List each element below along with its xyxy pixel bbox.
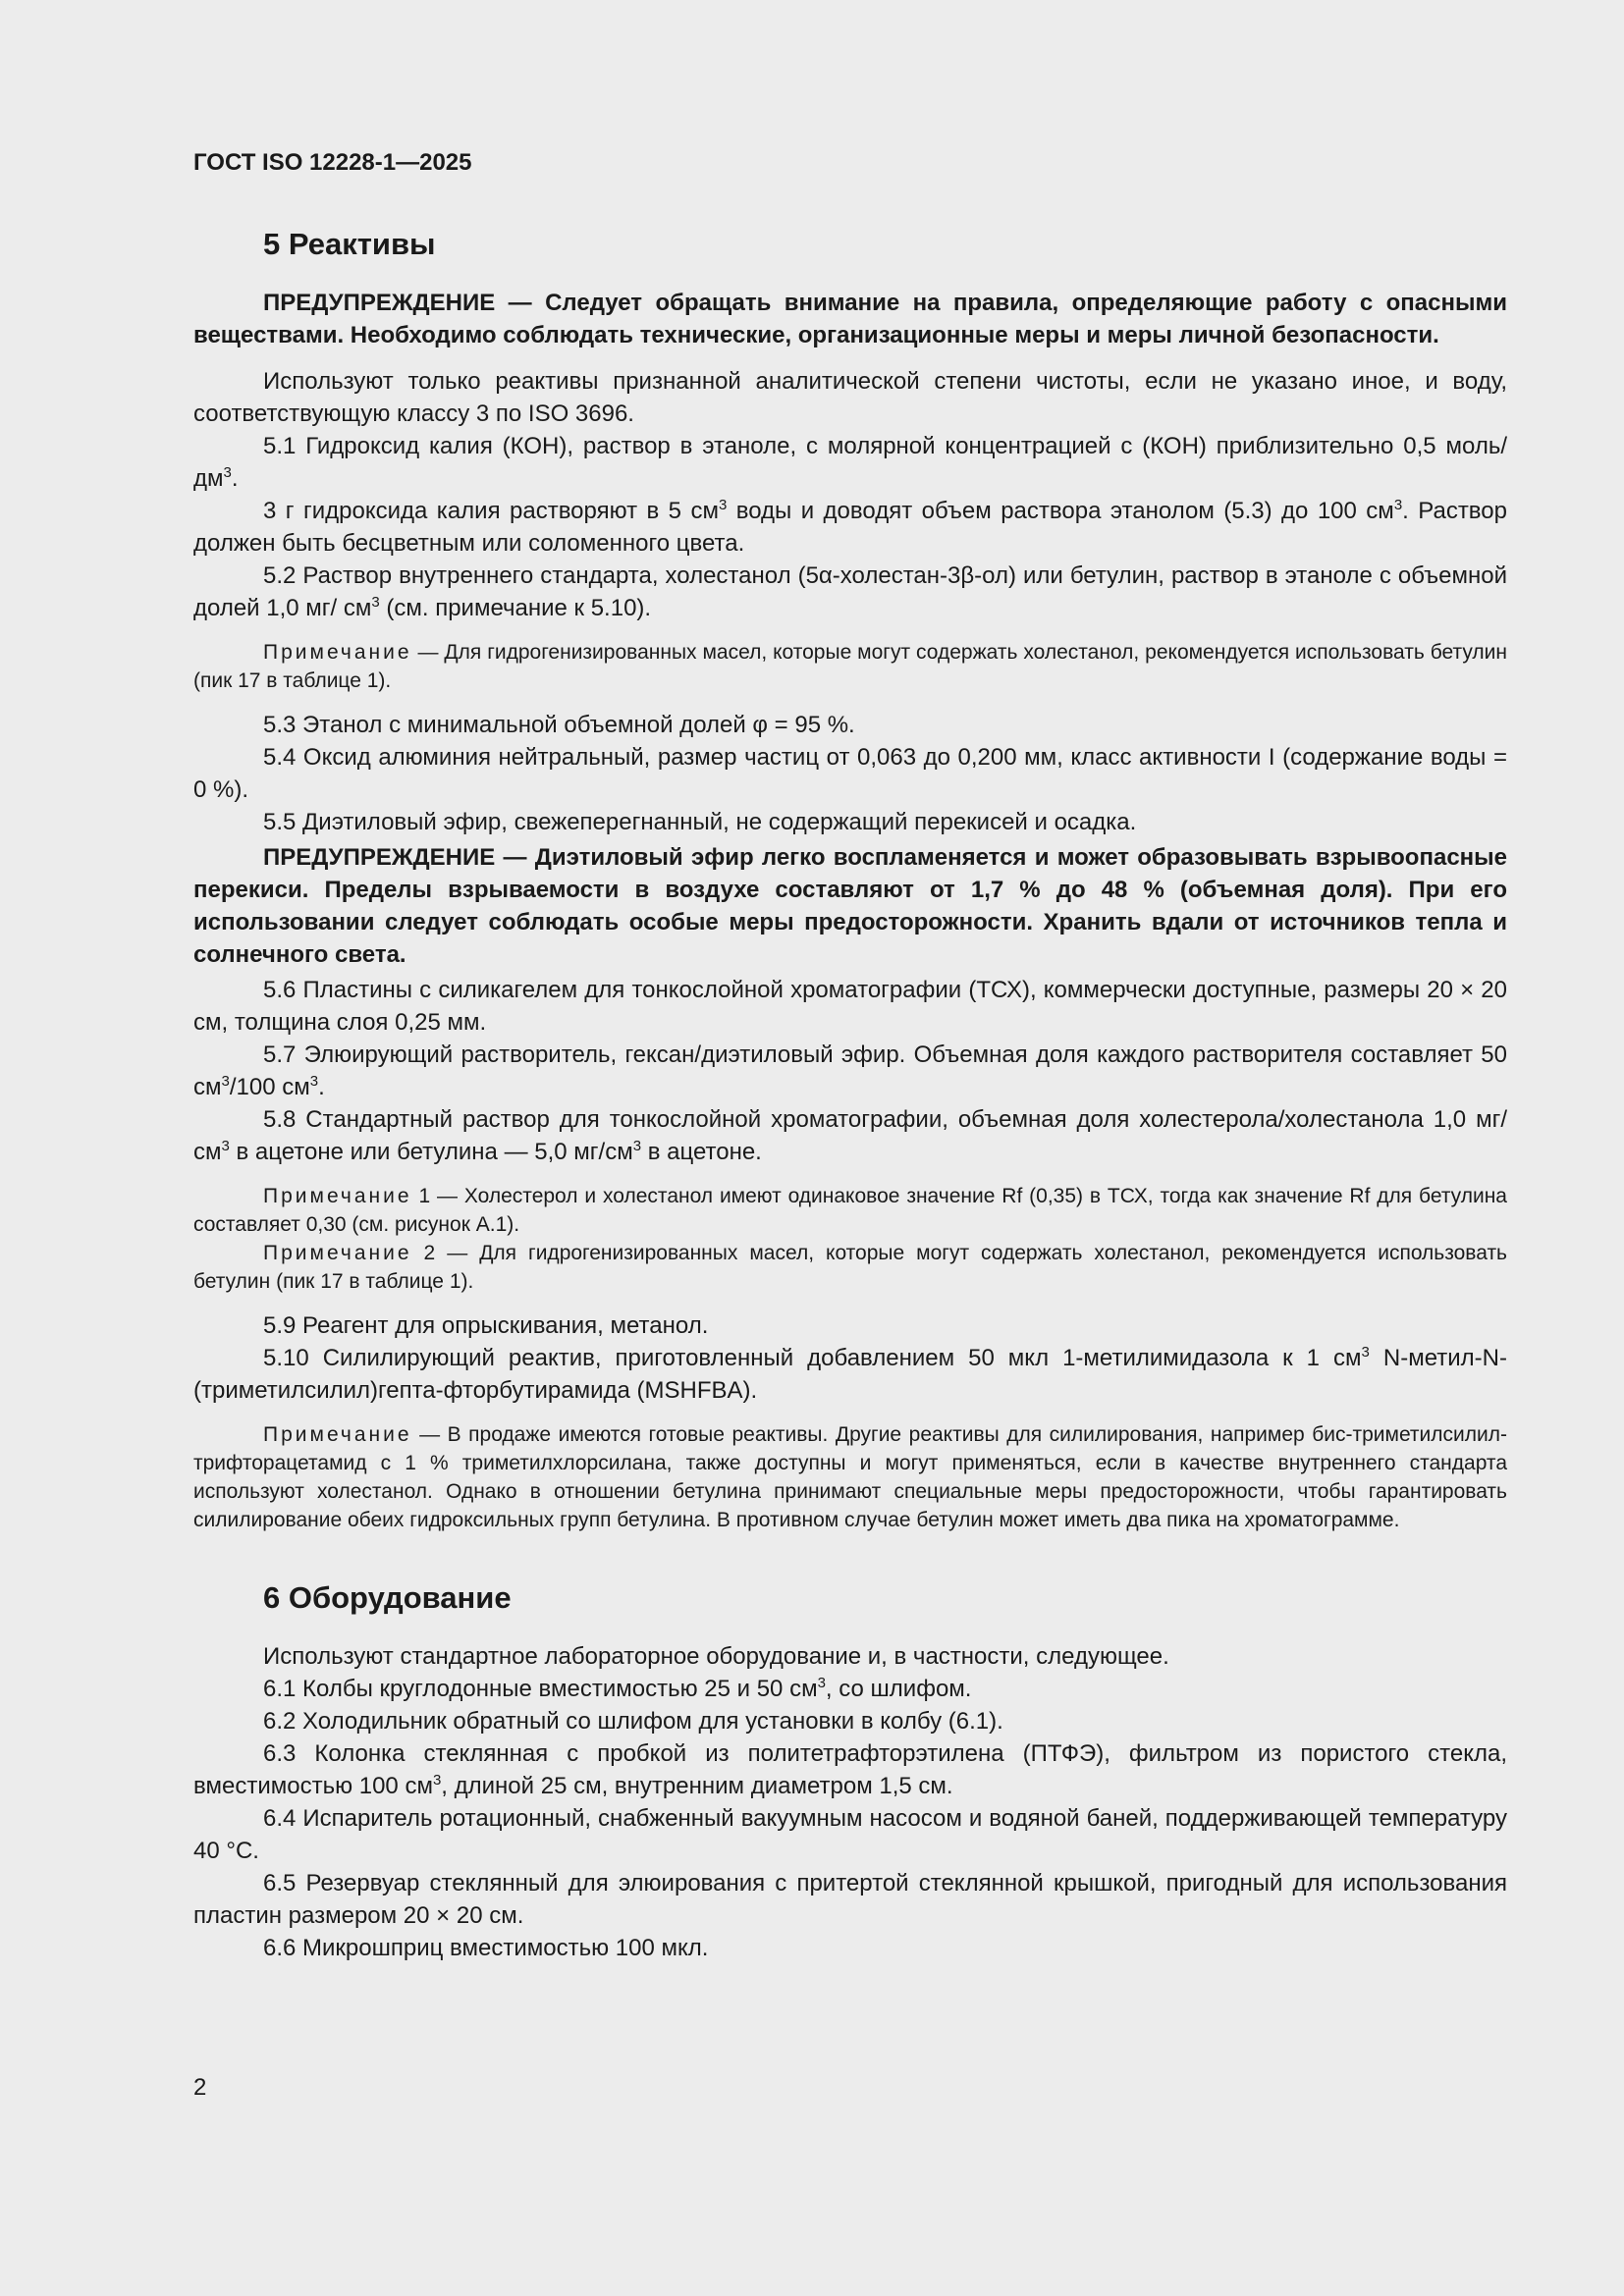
item-5-7: 5.7 Элюирующий растворитель, гексан/диэтиловый эфир. Объемная доля каждого растворителя составляет 50 $см^3/100$ $см^3$. xyxy=(193,1041,1507,1100)
item-5-1-preparation: 3 г гидроксида калия растворяют в 5 $см^3$ воды и доводят объем раствора этанолом (5.3) до 100 $см^3$. Раствор должен быть бесцветным или соломенного цвета. xyxy=(193,497,1507,557)
note-5-2: Примечание — Для гидрогенизированных масел, которые могут содержать холестанол, рекомендуется использовать бетулин (пик 17 в таблице 1). xyxy=(193,641,1507,692)
item-5-4: 5.4 Оксид алюминия нейтральный, размер частиц от 0,063 до 0,200 мм, класс активности I (содержание воды = 0 %). xyxy=(193,744,1507,803)
note-label: Примечание xyxy=(263,1242,412,1264)
item-5-5: 5.5 Диэтиловый эфир, свежеперегнанный, не содержащий перекисей и осадка. xyxy=(263,809,1137,835)
equipment-intro: Используют стандартное лабораторное оборудование и, в частности, следующее. xyxy=(263,1643,1169,1670)
item-6-3: 6.3 Колонка стеклянная с пробкой из политетрафторэтилена (ПТФЭ), фильтром из пористого стекла, вместимостью 100 $см^3$, длиной 25 см, внутренним диаметром 1,5 см. xyxy=(193,1740,1507,1799)
reagents-intro: Используют только реактивы признанной аналитической степени чистоты, если не указано иное, и воду, соответствующую классу 3 по ISO 3696. xyxy=(193,368,1507,427)
note-5-10: Примечание — В продаже имеются готовые реактивы. Другие реактивы для силилирования, например бис-триметилсилил-трифторацетамид с 1 % триметилхлорсилана, также доступны и могут применяться, если в качестве внутреннего стандарта используют холестанол. Однако в отношении бетулина принимают специальные меры предосторожности, чтобы гарантировать силилирование обеих гидроксильных групп бетулина. В противном случае бетулин может иметь два пика на хроматограмме. xyxy=(193,1423,1507,1531)
item-6-2: 6.2 Холодильник обратный со шлифом для установки в колбу (6.1). xyxy=(263,1708,1003,1735)
item-5-8: 5.8 Стандартный раствор для тонкослойной хроматографии, объемная доля холестерола/холестанола 1,0 $мг/см^3$ в ацетоне или бетулина — 5,0 $мг/см^3$ в ацетоне. xyxy=(193,1106,1507,1165)
item-5-1: 5.1 Гидроксид калия (КОН), раствор в этаноле, с молярной концентрацией c (КОН) приблизительно 0,5 моль/$дм^3$. xyxy=(193,433,1507,492)
note-label: Примечание xyxy=(263,1185,412,1207)
warning-diethyl-ether: ПРЕДУПРЕЖДЕНИЕ — Диэтиловый эфир легко воспламеняется и может образовывать взрывоопасные перекиси. Пределы взрываемости в воздухе составляют от 1,7 % до 48 % (объемная доля). При его использовании следует соблюдать особые меры предосторожности. Хранить вдали от источников тепла и солнечного света. xyxy=(193,844,1507,968)
item-5-10: 5.10 Силилирующий реактив, приготовленный добавлением 50 мкл 1-метилимидазола к 1 $см^3$ N-метил-N-(триметилсилил)гепта-фторбутирамида (MSHFBA). xyxy=(193,1344,1507,1404)
document-code: ГОСТ ISO 12228-1—2025 xyxy=(193,149,472,176)
page-number: 2 xyxy=(193,2074,207,2101)
item-5-2: 5.2 Раствор внутреннего стандарта, холестанол (5α-холестан-3β-ол) или бетулин, раствор в этаноле с объемной долей 1,0 мг/ $см^3$ (см. примечание к 5.10). xyxy=(193,562,1507,621)
note-5-8-1: Примечание 1 — Холестерол и холестанол имеют одинаковое значение Rf (0,35) в ТСХ, тогда как значение Rf для бетулина составляет 0,30 (см. рисунок А.1). xyxy=(193,1185,1507,1236)
item-6-6: 6.6 Микрошприц вместимостью 100 мкл. xyxy=(263,1935,709,1961)
warning-hazardous-substances: ПРЕДУПРЕЖДЕНИЕ — Следует обращать внимание на правила, определяющие работу с опасными веществами. Необходимо соблюдать технические, организационные меры и меры личной безопасности. xyxy=(193,290,1507,348)
item-5-3: 5.3 Этанол с минимальной объемной долей φ = 95 %. xyxy=(263,712,855,738)
note-label: Примечание xyxy=(263,1423,412,1446)
item-6-4: 6.4 Испаритель ротационный, снабженный вакуумным насосом и водяной баней, поддерживающей температуру 40 °С. xyxy=(193,1805,1507,1864)
note-label: Примечание xyxy=(263,641,412,664)
item-6-5: 6.5 Резервуар стеклянный для элюирования с притертой стеклянной крышкой, пригодный для использования пластин размером 20 × 20 см. xyxy=(193,1870,1507,1929)
section-6-heading: 6 Оборудование xyxy=(263,1580,512,1615)
item-6-1: 6.1 Колбы круглодонные вместимостью 25 и 50 $см^3$, со шлифом. xyxy=(263,1675,972,1702)
section-5-heading: 5 Реактивы xyxy=(263,227,436,261)
page-body xyxy=(193,224,1507,1964)
item-5-9: 5.9 Реагент для опрыскивания, метанол. xyxy=(263,1312,709,1339)
item-5-6: 5.6 Пластины с силикагелем для тонкослойной хроматографии (ТСХ), коммерчески доступные, размеры 20 × 20 см, толщина слоя 0,25 мм. xyxy=(193,977,1507,1036)
note-5-8-2: Примечание 2 — Для гидрогенизированных масел, которые могут содержать холестанол, рекомендуется использовать бетулин (пик 17 в таблице 1). xyxy=(193,1242,1507,1293)
